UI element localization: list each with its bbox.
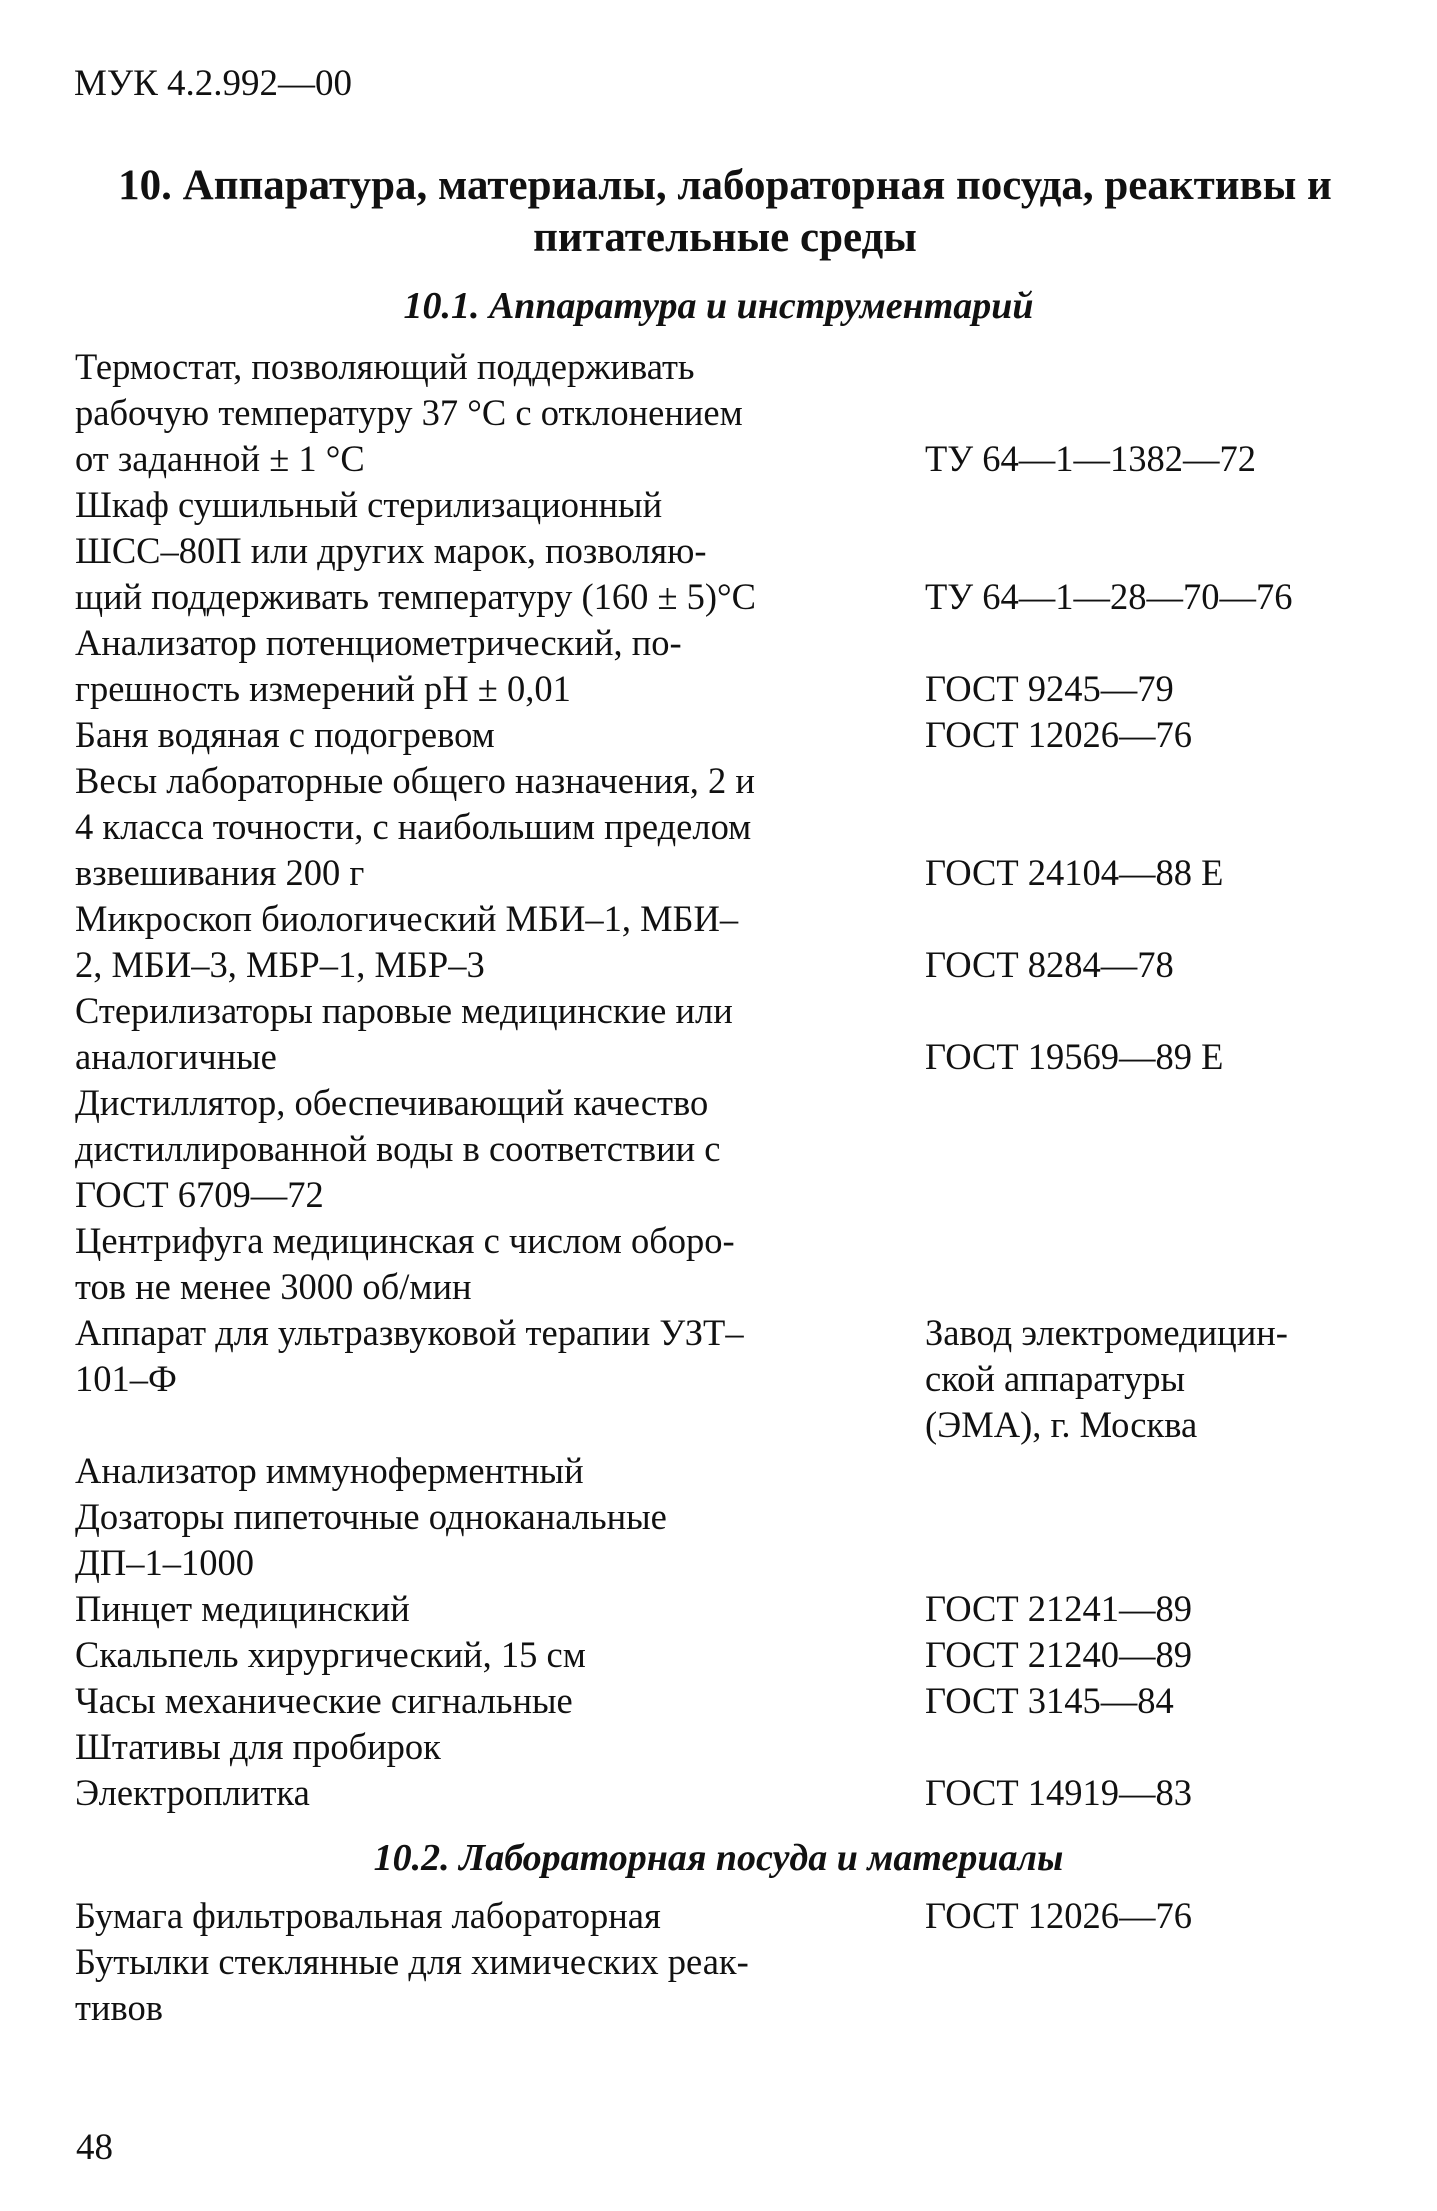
item-name-line: Весы лабораторные общего назначения, 2 и bbox=[75, 760, 755, 801]
item-name-line: Пинцет медицинский bbox=[75, 1588, 410, 1629]
item-name-line: Штативы для пробирок bbox=[75, 1726, 441, 1767]
item-name-line: Электроплитка bbox=[75, 1772, 310, 1813]
item-standard bbox=[925, 712, 1375, 758]
item-standard-line: ГОСТ 21240—89 bbox=[925, 1634, 1193, 1675]
item-name-line: ДП–1–1000 bbox=[75, 1542, 255, 1583]
item-name bbox=[75, 1893, 925, 1939]
item-standard bbox=[925, 1893, 1375, 1939]
item-standard-line: ГОСТ 24104—88 Е bbox=[925, 852, 1224, 893]
item-name bbox=[75, 758, 925, 896]
item-name-line: дистиллированной воды в соответствии с bbox=[75, 1128, 721, 1169]
item-standard-line: ГОСТ 8284—78 bbox=[925, 944, 1174, 985]
list-item bbox=[75, 1218, 1375, 1310]
item-name-line: тивов bbox=[75, 1987, 163, 2028]
item-name-line: щий поддерживать температуру (160 ± 5)°С bbox=[75, 576, 756, 617]
item-name bbox=[75, 344, 925, 482]
item-standard-line: ГОСТ 3145—84 bbox=[925, 1680, 1174, 1721]
item-standard bbox=[925, 942, 1375, 988]
item-name-line: Дозаторы пипеточные одноканальные bbox=[75, 1496, 667, 1537]
list-item bbox=[75, 344, 1375, 482]
document-code: МУК 4.2.992—00 bbox=[74, 63, 353, 104]
list-item bbox=[75, 712, 1375, 758]
item-standard-line: ГОСТ 12026—76 bbox=[925, 1895, 1193, 1936]
item-standard-line: ГОСТ 21241—89 bbox=[925, 1588, 1193, 1629]
item-standard bbox=[925, 1632, 1375, 1678]
list-item bbox=[75, 758, 1375, 896]
item-name bbox=[75, 1678, 925, 1724]
item-standard-line: ТУ 64—1—28—70—76 bbox=[925, 576, 1293, 617]
item-name bbox=[75, 1448, 925, 1494]
list-item bbox=[75, 1724, 1375, 1770]
item-name-line: 2, МБИ–3, МБР–1, МБР–3 bbox=[75, 944, 485, 985]
list-item bbox=[75, 1310, 1375, 1448]
subsection-title-labware: 10.2. Лабораторная посуда и материалы bbox=[373, 1837, 1064, 1879]
item-name bbox=[75, 1632, 925, 1678]
list-item bbox=[75, 1080, 1375, 1218]
item-standard-line: ГОСТ 19569—89 Е bbox=[925, 1036, 1224, 1077]
item-name-line: Анализатор иммуноферментный bbox=[75, 1450, 584, 1491]
item-standard bbox=[925, 436, 1375, 482]
item-standard bbox=[925, 1586, 1375, 1632]
item-name bbox=[75, 620, 925, 712]
list-item bbox=[75, 482, 1375, 620]
item-name-line: Термостат, позволяющий поддерживать bbox=[75, 346, 695, 387]
list-item bbox=[75, 896, 1375, 988]
list-item bbox=[75, 1939, 1375, 2031]
list-item bbox=[75, 1448, 1375, 1494]
item-standard-line: ГОСТ 9245—79 bbox=[925, 668, 1174, 709]
item-name bbox=[75, 896, 925, 988]
item-name-line: взвешивания 200 г bbox=[75, 852, 365, 893]
list-item bbox=[75, 1586, 1375, 1632]
item-name-line: ГОСТ 6709—72 bbox=[75, 1174, 324, 1215]
item-standard bbox=[925, 666, 1375, 712]
item-name bbox=[75, 1939, 925, 2031]
list-item bbox=[75, 1632, 1375, 1678]
item-standard-line: ГОСТ 12026—76 bbox=[925, 714, 1193, 755]
item-name-line: аналогичные bbox=[75, 1036, 277, 1077]
item-name-line: Шкаф сушильный стерилизационный bbox=[75, 484, 663, 525]
item-name-line: 101–Ф bbox=[75, 1358, 177, 1399]
item-name bbox=[75, 988, 925, 1080]
item-name-line: грешность измерений pH ± 0,01 bbox=[75, 668, 571, 709]
list-item bbox=[75, 988, 1375, 1080]
item-name-line: Дистиллятор, обеспечивающий качество bbox=[75, 1082, 709, 1123]
item-name-line: Скальпель хирургический, 15 см bbox=[75, 1634, 586, 1675]
item-name bbox=[75, 482, 925, 620]
item-name-line: Микроскоп биологический МБИ–1, МБИ– bbox=[75, 898, 739, 939]
section-title: 10. Аппаратура, материалы, лабораторная посуда, реактивы и питательные среды bbox=[118, 162, 1332, 261]
item-name-line: тов не менее 3000 об/мин bbox=[75, 1266, 472, 1307]
item-name bbox=[75, 712, 925, 758]
item-name-line: Центрифуга медицинская с числом оборо- bbox=[75, 1220, 735, 1261]
item-name-line: рабочую температуру 37 °С с отклонением bbox=[75, 392, 743, 433]
item-name-line: Анализатор потенциометрический, по- bbox=[75, 622, 682, 663]
page-number: 48 bbox=[76, 2127, 113, 2168]
list-item bbox=[75, 620, 1375, 712]
item-standard-line: Завод электромедицин- bbox=[925, 1312, 1288, 1353]
equipment-list bbox=[75, 344, 1375, 1816]
item-name-line: Баня водяная с подогревом bbox=[75, 714, 495, 755]
item-name-line: от заданной ± 1 °С bbox=[75, 438, 365, 479]
item-standard-line: ТУ 64—1—1382—72 bbox=[925, 438, 1257, 479]
item-name bbox=[75, 1494, 925, 1586]
item-name bbox=[75, 1080, 925, 1218]
list-item bbox=[75, 1893, 1375, 1939]
item-standard bbox=[925, 1310, 1375, 1448]
item-name bbox=[75, 1770, 925, 1816]
item-name bbox=[75, 1586, 925, 1632]
item-name bbox=[75, 1218, 925, 1310]
labware-list bbox=[75, 1893, 1375, 2031]
item-standard bbox=[925, 850, 1375, 896]
item-standard-line: ГОСТ 14919—83 bbox=[925, 1772, 1193, 1813]
list-item bbox=[75, 1770, 1375, 1816]
subsection-title-equipment: 10.1. Аппаратура и инструментарий bbox=[403, 285, 1034, 327]
list-item bbox=[75, 1494, 1375, 1586]
item-name-line: Аппарат для ультразвуковой терапии УЗТ– bbox=[75, 1312, 744, 1353]
item-name-line: Бумага фильтровальная лабораторная bbox=[75, 1895, 661, 1936]
item-name-line: Стерилизаторы паровые медицинские или bbox=[75, 990, 733, 1031]
item-standard-line: (ЭМА), г. Москва bbox=[925, 1404, 1198, 1445]
item-name-line: Часы механические сигнальные bbox=[75, 1680, 573, 1721]
item-standard-line: ской аппаратуры bbox=[925, 1358, 1185, 1399]
item-name-line: Бутылки стеклянные для химических реак- bbox=[75, 1941, 749, 1982]
item-name bbox=[75, 1724, 925, 1770]
item-name-line: 4 класса точности, с наибольшим пределом bbox=[75, 806, 752, 847]
item-standard bbox=[925, 1034, 1375, 1080]
item-standard bbox=[925, 1770, 1375, 1816]
item-name-line: ШСС–80П или других марок, позволяю- bbox=[75, 530, 707, 571]
item-standard bbox=[925, 1678, 1375, 1724]
item-standard bbox=[925, 574, 1375, 620]
list-item bbox=[75, 1678, 1375, 1724]
item-name bbox=[75, 1310, 925, 1402]
